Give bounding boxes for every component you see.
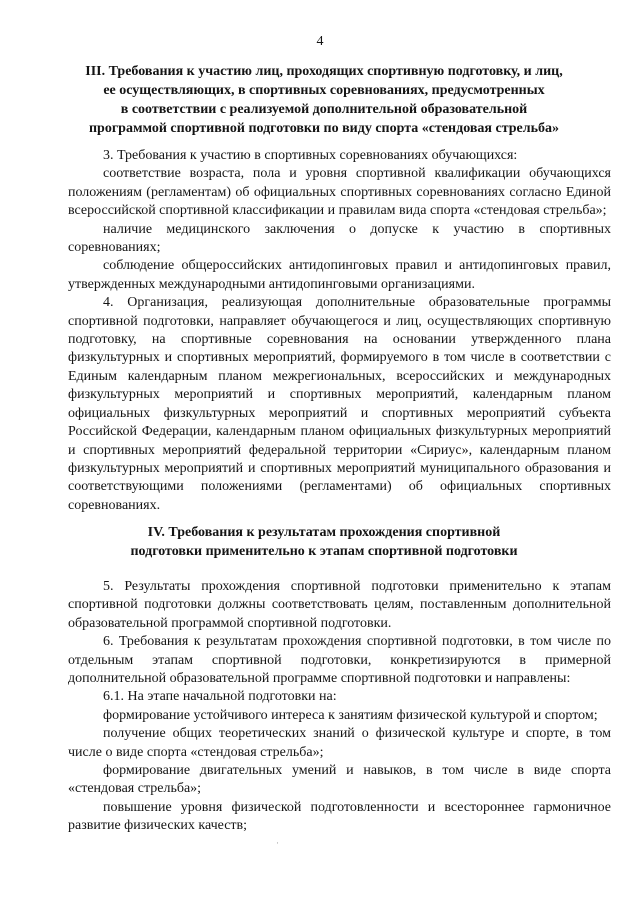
- section-4-title-line: IV. Требования к результатам прохождения спортивной: [147, 525, 501, 540]
- paragraph: повышение уровня физической подготовленности и всестороннее гармоничное развитие физических качеств;: [68, 799, 611, 834]
- section-3-title: [62, 62, 586, 138]
- paragraph: 5. Результаты прохождения спортивной подготовки применительно к этапам спортивной подготовки должны соответствовать целям, поставленным дополнительной образовательной программой спортивной подготовки.: [68, 579, 611, 631]
- section-4-body: [68, 578, 611, 836]
- paragraph: получение общих теоретических знаний о физической культуре и спорте, в том числе о виде спорта «стендовая стрельба»;: [68, 726, 611, 760]
- paragraph: наличие медицинского заключения о допуске к участию в спортивных соревнованиях;: [68, 221, 611, 256]
- paragraph: 4. Организация, реализующая дополнительные образовательные программы спортивной подготовки, направляет обучающегося и лиц, осуществляющих спортивную подготовку, на спортивные соревнования на основании утвержденного плана физкультурных и спортивных мероприятий, формируемого в том числе в соответствии с Единым календарным планом межрегиональных, всероссийских и международных физкультурных мероприятий и спортивных мероприятий, календарным планом официальных физкультурных мероприятий и спортивных мероприятий субъекта Российской Федерации, календарным планом официальных физкультурных мероприятий и спортивных мероприятий федеральной территории «Сириус», календарным планом физкультурных мероприятий и спортивных мероприятий муниципального образования и соответствующими положениями (регламентами) об официальных спортивных соревнованиях.: [68, 295, 611, 513]
- section-3-title-line: программой спортивной подготовки по виду спорта «стендовая стрельба»: [88, 121, 560, 136]
- section-3-title-line: ее осуществляющих, в спортивных соревнованиях, предусмотренных: [103, 83, 545, 98]
- paragraph: формирование двигательных умений и навыков, в том числе в виде спорта «стендовая стрельба»;: [68, 763, 611, 797]
- paragraph: соответствие возраста, пола и уровня спортивной квалификации обучающихся положениям (регламентам) об официальных спортивных соревнованиях согласно Единой всероссийской спортивной классификации и правилам вида спорта «стендовая стрельба»;: [68, 166, 611, 219]
- section-4-title: [62, 523, 586, 561]
- scan-mark: ·: [276, 838, 279, 848]
- paragraph: 3. Требования к участию в спортивных соревнованиях обучающихся:: [103, 148, 518, 163]
- paragraph: 6. Требования к результатам прохождения спортивной подготовки, в том числе по отдельным этапам спортивной подготовки, конкретизируются в примерной дополнительной образовательной программе спортивной подготовки и направлены:: [68, 634, 611, 687]
- section-4-title-line: подготовки применительно к этапам спортивной подготовки: [130, 544, 518, 559]
- section-3-body: [68, 147, 611, 515]
- paragraph: соблюдение общероссийских антидопинговых правил и антидопинговых правил, утвержденных международными антидопинговыми организациями.: [68, 258, 611, 292]
- page-number: 4: [316, 34, 324, 49]
- paragraph: формирование устойчивого интереса к занятиям физической культурой и спортом;: [103, 707, 598, 723]
- paragraph: 6.1. На этапе начальной подготовки на:: [103, 689, 337, 705]
- section-3-title-line: III. Требования к участию лиц, проходящих спортивную подготовку, и лиц,: [85, 64, 563, 79]
- section-3-title-line: в соответствии с реализуемой дополнительной образовательной: [120, 102, 528, 117]
